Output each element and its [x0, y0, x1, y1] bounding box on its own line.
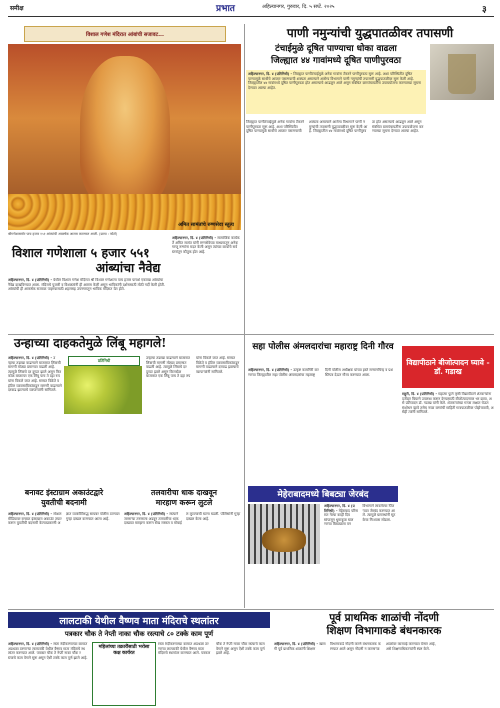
lemon-photo: [64, 366, 142, 414]
vidyapith-headline: विद्यापीठाने बीजोत्पादन घ्यावे - डॉ. गडाख: [406, 358, 490, 376]
lemon-story: [8, 336, 244, 484]
leopard-shape: [262, 528, 306, 552]
brand-logo: प्रभात: [216, 4, 235, 14]
youth-body: [8, 512, 120, 606]
horizontal-rule-lower: [8, 609, 494, 610]
vidyapith-story: [402, 346, 494, 546]
temple-body-left: [8, 642, 88, 704]
youth-body-text: सोशल मीडियावर बनावट इंस्टाग्राम अकाउंट तयार करून युवतीची बदनामी केल्याप्रकरणी अज्ञात व्यक्तीविरुद्ध सायबर पोलीस ठाण्यात गुन्हा दाखल करण्यात आला आहे.: [8, 512, 120, 526]
loot-headline-line2: मारहाण करून लुटले: [155, 498, 213, 507]
water-highlight-box: [246, 70, 426, 114]
youth-story: [8, 488, 120, 608]
temple-body-right: [158, 642, 270, 704]
school-headline-line1: पूर्व प्राथमिक शाळांची नोंदणी: [329, 612, 439, 624]
loot-headline-line1: तलवारीचा धाक दाखवून: [151, 488, 217, 497]
masthead: [0, 0, 500, 24]
side-box-title: अमित सामंतांचे रुग्णसेवा स्तुत्य: [178, 222, 234, 228]
loot-body-text: रस्त्याने जाणाऱ्या तरुणाला अडवून तलवारीचा धाक दाखवत मारहाण करून रोख रक्कम व मोबाईल लुटल्याची घटना घडली. पोलिसांनी गुन्हा दाखल केला आहे.: [124, 512, 241, 526]
lead-kicker: [24, 26, 226, 42]
temple-dateline: अहिल्यानगर, दि. ४ (प्रतिनिधी) -: [8, 642, 53, 646]
school-dateline: अहिल्यानगर, दि. ४ (प्रतिनिधी) -: [274, 642, 319, 646]
police-body: [248, 368, 398, 480]
lemon-body-right-text: उन्हाचा तडाखा वाढल्याने बाजारात लिंबाची मागणी मोठ्या प्रमाणात वाढली आहे. त्यामुळे लिंबाचे दर दुप्पट झाले असून किरकोळ बाजारात एक लिंबू पाच ते दहा रुपयांना विकले जात आहे. सरबत विक्रेते व हॉटेल व्यावसायिकांकडून मागणी वाढल्याने दरवाढ झाल्याचे व्यापाऱ्यांनी सांगितले.: [146, 356, 240, 379]
school-body: [274, 642, 494, 704]
water-body: जिल्ह्यात पाणीटंचाईमुळे अनेक गावांना टँकरने पाणीपुरवठा सुरू आहे. अशा परिस्थितीत दूषित पाण्यामुळे साथीचे आजार पसरण्याची शक्यता असल्याने आरोग्य विभागाने पाणी नमुन्यांची तपासणी युद्धपातळीवर सुरू केली आहे. जिल्ह्यातील ४४ गावांमध्ये दूषित पाणीपुरवठा होत असल्याचे आढळून आले असून संबंधित ग्रामपंचायतींना उपाययोजना करण्याच्या सूचना देण्यात आल्या आहेत.: [248, 72, 421, 90]
water-glass-shape: [448, 54, 476, 94]
loot-dateline: अहिल्यानगर, दि. ४ (प्रतिनिधी) -: [124, 512, 169, 516]
temple-banner: [8, 612, 270, 628]
loot-story: [124, 488, 244, 608]
temple-body-right-text: रस्ता रुंदीकरणाच्या कामात अडथळा ठरणाऱ्या लालटाकी येथील वैष्णव माता मंदिराचे स्थलांतर करण्यात आले. पत्रकार चौक ते नेप्ती नाका चौक रस्त्याचे काम वेगाने सुरू असून ऐंशी टक्के काम पूर्ण झाले आहे.: [158, 642, 265, 656]
ganesh-photo: [8, 44, 241, 230]
masthead-rule: [8, 16, 494, 17]
temple-headline: लालटाकी येथील वैष्णव माता मंदिराचे स्थलांतर: [59, 615, 219, 627]
lemon-body: [8, 356, 62, 480]
side-box: [172, 222, 240, 332]
section-name: समीक्ष: [10, 5, 24, 12]
ganesh-idol-shape: [80, 56, 170, 206]
lemon-dateline: अहिल्यानगर, दि. ४ (प्रतिनिधी) -: [8, 356, 53, 360]
temple-box: [92, 642, 156, 706]
horizontal-rule-mid: [8, 334, 494, 335]
temple-body-text: रस्ता रुंदीकरणाच्या कामात अडथळा ठरणाऱ्या लालटाकी येथील वैष्णव माता मंदिराचे स्थलांतर करण्यात आले. पत्रकार चौक ते नेप्ती नाका चौक रस्त्याचे काम वेगाने सुरू असून ऐंशी टक्के काम पूर्ण झाले आहे.: [8, 642, 88, 660]
police-headline: सहा पोलीस अंमलदारांचा महाराष्ट्र दिनी गौरव: [252, 342, 394, 352]
water-headline: पाणी नमुन्यांची युद्धपातळीवर तपासणी: [286, 26, 454, 40]
vidyapith-body-text: महात्मा फुले कृषी विद्यापीठाने शेतकऱ्यांना दर्जेदार बियाणे उपलब्ध करून देण्यासाठी बीजोत्पादनावर भर द्यावा, असे प्रतिपादन डॉ. गडाख यांनी केले. शेतकऱ्यांच्या गरजा लक्षात घेऊन संशोधन व्हावे तसेच नव्या वाणांची माहिती गावपातळीवर पोहोचवावी, असेही त्यांनी सांगितले.: [402, 392, 494, 415]
water-subhead-line1: टंचाईमुळे दूषित पाण्याचा धोका वाढला: [275, 44, 397, 54]
loot-body: [124, 512, 244, 606]
lead-body-text: येथील विशाल गणेश मंदिरात श्री विशाल गणेशाला पाच हजार पाचशे एकावन्न आंब्यांचा नैवेद्य दाखविण्यात आला. मंदिराचे पुजारी व विश्वस्तांनी ही आरास केली असून भाविकांनी दर्शनासाठी मोठी गर्दी केली होती. आंब्यांची ही आकर्षक सजावट पाहण्यासाठी शहरासह उपनगरातून भाविक मंदिरात येत होते.: [8, 278, 166, 292]
temple-box-title: महिलांच्या तक्रारींसाठी भरोसा कक्ष कार्यरत: [98, 645, 150, 656]
youth-headline-line2: युवतीची बदनामी: [41, 498, 87, 507]
vidyapith-body: [402, 392, 494, 544]
lead-dateline: अहिल्यानगर, दि. ४ (प्रतिनिधी) -: [8, 278, 53, 282]
water-highlight-text: [246, 70, 426, 114]
side-box-text: सामाजिक कार्यकर्ते अमित सामंत यांनी रुग्णसेवेच्या माध्यमातून अनेक गरजू रुग्णांना मदत केली असून त्यांच्या कार्याचे सर्व स्तरांतून कौतुक होत आहे.: [172, 236, 240, 254]
police-story: [248, 342, 398, 482]
lead-headline-line1: विशाल गणेशाला ५ हजार ५५१: [12, 245, 150, 260]
mehrabad-banner: [248, 486, 398, 502]
water-body-repeat: जिल्ह्यात पाणीटंचाईमुळे अनेक गावांना टँकरने पाणीपुरवठा सुरू आहे. अशा परिस्थितीत दूषित पाण्यामुळे साथीचे आजार पसरण्याची शक्यता असल्याने आरोग्य विभागाने पाणी नमुन्यांची तपासणी युद्धपातळीवर सुरू केली आहे. जिल्ह्यातील ४४ गावांमध्ये दूषित पाणीपुरवठा होत असल्याचे आढळून आले असून संबंधित ग्रामपंचायतींना उपाययोजना करण्याच्या सूचना देण्यात आल्या आहेत.: [246, 120, 424, 134]
police-body-text: उत्कृष्ट कामगिरी करणाऱ्या जिल्ह्यातील सहा पोलीस अंमलदारांचा महाराष्ट्र दिनी पोलीस अधीक्षक यांच्या हस्ते सन्मानचिन्ह व प्रशस्तिपत्र देऊन गौरव करण्यात आला.: [248, 368, 393, 377]
side-box-body: [172, 236, 240, 332]
leopard-cage-photo: [248, 504, 320, 564]
school-headline-line2: शिक्षण विभागाकडे बंधनकारक: [326, 625, 442, 637]
mehrabad-dateline: अहिल्यानगर, दि. ४ (प्रतिनिधी) -: [324, 504, 355, 513]
vertical-rule-main: [244, 24, 245, 608]
mehrabad-body-text: मेहेराबाद परिसरात गेल्या काही दिवसांपासून धुमाकूळ घालणाऱ्या बिबट्याला वनविभागाने लावलेल्या पिंजऱ्यात जेरबंद करण्यात आले. त्यामुळे ग्रामस्थांनी सुटकेचा निःश्वास सोडला.: [324, 504, 396, 527]
water-body-columns: [246, 120, 494, 270]
lead-headline-line2: आंब्यांचा नैवेद्य: [95, 260, 161, 275]
water-story: [246, 24, 494, 324]
lead-body: [8, 278, 168, 318]
lemon-body-text: उन्हाचा तडाखा वाढल्याने बाजारात लिंबाची मागणी मोठ्या प्रमाणात वाढली आहे. त्यामुळे लिंबाचे दर दुप्पट झाले असून किरकोळ बाजारात एक लिंबू पाच ते दहा रुपयांना विकले जात आहे. सरबत विक्रेते व हॉटेल व्यावसायिकांकडून मागणी वाढल्याने दरवाढ झाल्याचे व्यापाऱ्यांनी सांगितले.: [8, 356, 62, 393]
page-number: ३: [482, 5, 487, 15]
water-subhead-line2: जिल्ह्यात ४४ गावांमध्ये दूषित पाणीपुरवठा: [270, 56, 402, 66]
police-dateline: अहिल्यानगर, दि. ४ (प्रतिनिधी) -: [248, 368, 293, 372]
lemon-byline-box: [68, 356, 140, 366]
lead-photo-caption: श्रीगणेशासमोर पाच हजार १५१ आंब्यांची आकर्षक आरास करण्यात आली. (छाया : फोटो): [8, 232, 118, 236]
school-story: [274, 612, 494, 706]
vidyapith-headline-box: [402, 346, 494, 388]
lemon-byline: प्रतिनिधी: [97, 358, 111, 363]
lemon-body-right: [146, 356, 242, 480]
youth-headline-line1: बनावट इंस्टाग्राम अकाउंटद्वारे: [24, 488, 104, 497]
mehrabad-headline: मेहेराबादमध्ये बिबट्या जेरबंद: [277, 490, 369, 500]
mehrabad-body: [324, 504, 398, 608]
youth-dateline: अहिल्यानगर, दि. ४ (प्रतिनिधी) -: [8, 512, 53, 516]
lemon-headline: उन्हाच्या दाहकतेमुळे लिंबू महागले!: [14, 336, 167, 350]
lead-kicker-text: विशाल गणेश मंदिरात आंबांची सजावट...: [85, 32, 165, 38]
water-sample-photo: [430, 44, 494, 100]
temple-subhead: पत्रकार चौक ते नेप्ती नाका चौक रस्त्याचे ८० टक्के काम पूर्ण: [64, 630, 214, 638]
date-line: अहिल्यानगर, गुरुवार, दि. ५ सप्टें. २०२५: [262, 4, 335, 10]
water-dateline: अहिल्यानगर, दि. ४ (प्रतिनिधी) -: [248, 72, 293, 76]
school-body-text: खासगी पूर्व प्राथमिक शाळांनी शिक्षण विभागाकडे नोंदणी करणे बंधनकारक करण्यात आले असून नोंदणी न करणाऱ्या शाळांवर कारवाई करण्यात येणार आहे, असे शिक्षणाधिकाऱ्यांनी स्पष्ट केले.: [274, 642, 436, 651]
vidyapith-dateline: राहुरी, दि. ४ (प्रतिनिधी) -: [402, 392, 438, 396]
side-box-dateline: अहिल्यानगर, दि. ४ (प्रतिनिधी) -: [172, 236, 217, 240]
